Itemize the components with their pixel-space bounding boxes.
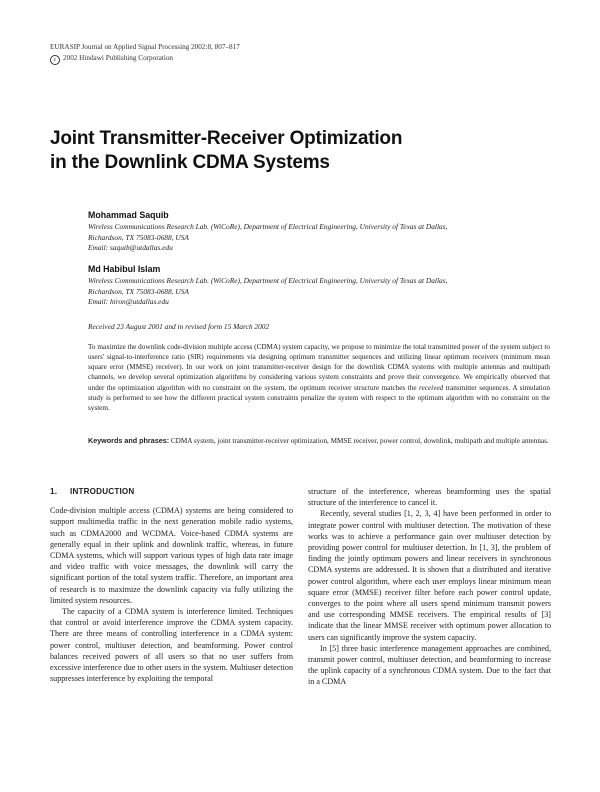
author-block [88,208,558,254]
author-email: Email: hiron@utdallas.edu [88,297,169,306]
journal-citation: EURASIP Journal on Applied Signal Processing 2002:8, 807–817 [50,43,240,51]
title-line-2: in the Downlink CDMA Systems [50,152,330,173]
paper-title [50,127,570,175]
author-name: Md Habibul Islam [88,264,161,274]
author-block [88,262,558,308]
title-line-1: Joint Transmitter-Receiver Optimization [50,128,403,149]
paragraph: Code-division multiple access (CDMA) systems are being considered to support multimedia traffic in the next generation mobile radio systems, such as CDMA2000 and WCDMA. Voice-based CDMA systems are generally equal in their uplink and downlink traffic, whereas, in future CDMA systems, which will support various types of high data rate image and video traffic with voice messages, the downlink will carry the significant portion of the total system traffic. Therefore, an important area of research is to maximize the downlink capacity via fully utilizing the limited system resources. [50,506,293,605]
paragraph: Recently, several studies [1, 2, 3, 4] have been performed in order to integrate power control with multiuser detection. The motivation of these works was to achieve a performance gain over multiuser detection by providing power control for multiuser detection. In [1, 3], the problem of finding the jointly optimum powers and linear receivers in synchronous CDMA systems are addressed. It is shown that a distributed and iterative power control algorithm, where each user employs linear minimum mean square error (MMSE) receiver filter before each power control update, converges to the point where all users spend minimum transmit powers and use corresponding MMSE receivers. The empirical results of [3] indicate that the linear MMSE receiver with optimum power allocation to users can significantly improve the system capacity. [308,509,551,642]
author-email: Email: saquib@utdallas.edu [88,243,173,252]
received-date: Received 23 August 2001 and in revised form 15 March 2002 [88,322,270,331]
abstract-text-end: transmitter sequences. A simulation study is performed to see how the different practical system constraints penalize the system with respect to the optimum algorithm with no constraint on the system. [88,383,550,412]
copyright-line [50,53,240,65]
right-column [308,486,551,688]
abstract-italic: received [419,383,444,392]
section-number: 1. [50,487,58,496]
copyright-icon: c [50,55,60,65]
author-name: Mohammad Saquib [88,210,169,220]
paragraph: The capacity of a CDMA system is interference limited. Techniques that control or avoid interference improve the CDMA system capacity. There are three means of controlling interference in a CDMA system: power control, multiuser detection, and beamforming. Power control balances received powers of all users so that no user suffers from excessive interference due to other users in the system. Multiuser detection suppresses interference by exploiting the temporal [50,607,293,684]
keywords-text: CDMA system, joint transmitter-receiver optimization, MMSE receiver, power control, downlink, multipath and multiple antennas. [169,437,549,445]
author-affiliation: Wireless Communications Research Lab. (WiCoRe), Department of Electrical Engineering, University of Texas at Dallas, [88,276,448,285]
section-heading [50,486,293,497]
journal-header [50,42,240,65]
copyright-text: 2002 Hindawi Publishing Corporation [63,54,174,62]
author-address: Richardson, TX 75083-0688, USA [88,286,189,296]
section-title: INTRODUCTION [70,487,135,496]
author-address: Richardson, TX 75083-0688, USA [88,232,189,242]
keywords-label: Keywords and phrases: [88,436,170,445]
keywords [88,436,550,446]
paragraph: In [5] three basic interference management approaches are combined, transmit power control, multiuser detection, and beamforming to increase the uplink capacity of a synchronous CDMA system. Due to the fact that in a CDMA [308,643,551,687]
abstract [88,342,550,413]
paragraph: structure of the interference, whereas beamforming uses the spatial structure of the interference to cancel it. [308,487,551,508]
author-affiliation: Wireless Communications Research Lab. (WiCoRe), Department of Electrical Engineering, University of Texas at Dallas, [88,222,448,231]
abstract-text: To maximize the downlink code-division multiple access (CDMA) system capacity, we propose to minimize the total transmitted power of the system subject to users' signal-to-interference ratio (SIR) requirements via designing optimum transmitter sequences and utilizing linear optimum receivers (minimum mean square error (MMSE) receiver). In our work on joint transmitter-receiver design for the downlink CDMA systems with multiple antennas and multipath channels, we develop several optimization algorithms by considering various system constraints and prove their convergence. We empirically observed that under the optimization algorithm with no constraint on the system, the optimum receiver structure matches the [88,343,550,392]
left-column [50,486,293,684]
